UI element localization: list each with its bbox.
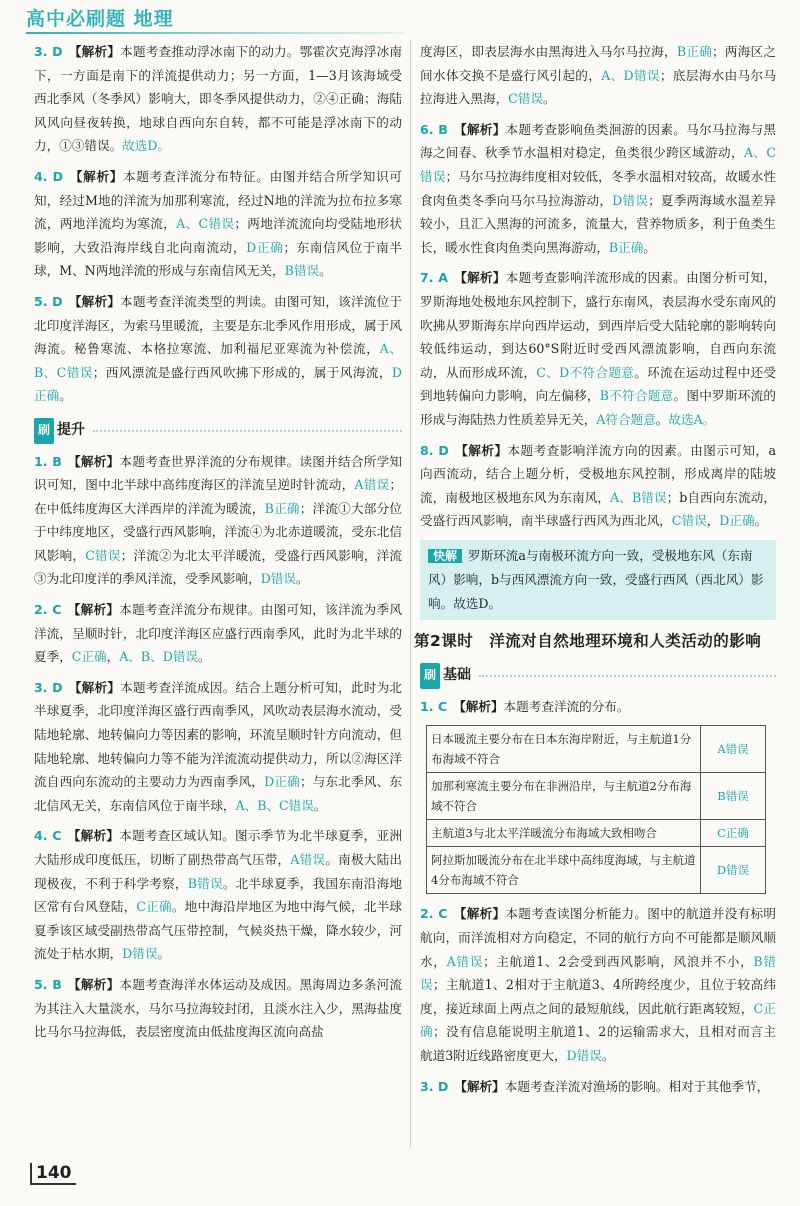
- question-item: [34, 824, 402, 966]
- page-number-text: 140: [36, 1163, 72, 1183]
- analysis-text: 。: [643, 239, 656, 255]
- section-badge: 刷: [34, 418, 54, 444]
- question-number: 8. D: [420, 442, 449, 458]
- question-item: [420, 902, 776, 1067]
- analysis-text: 本题考查影响洋流方向的因素。由图示可知，a向西流动，结合上题分析，受极地东风控制，形成离岸的陆坡流，南极地区极地东风为东南风，: [420, 442, 776, 505]
- answer-verdict: B正确: [264, 500, 300, 516]
- question-item: [420, 266, 776, 431]
- table-cell-result: B错误: [701, 773, 766, 820]
- analysis-text: 。地中海沿岸地区为地中海气候，北半球夏季该区域受副热带高气压带控制，气候炎热干燥，降水较少，河流处于枯水期，: [34, 899, 403, 962]
- analysis-label: 【解析】: [453, 698, 504, 714]
- analysis-text: 。: [313, 797, 327, 813]
- answer-verdict: C、D不符合题意: [536, 364, 635, 380]
- section-advanced: [34, 418, 402, 444]
- table-cell-text: 主航道3与北太平洋暖流分布海域大致相吻合: [427, 820, 701, 847]
- column-divider: [410, 40, 411, 1148]
- analysis-text: ；马尔马拉海纬度相对较低，冬季水温相对较高，故暖水性食肉鱼类冬季向马尔马拉海游动，: [420, 168, 776, 208]
- answer-verdict: 故选D。: [122, 138, 171, 154]
- answer-verdict: C正确: [136, 899, 172, 915]
- question-item: [420, 1075, 776, 1099]
- table-cell-text: 阿拉斯加暖流分布在北半球中高纬度海域，与主航道4分布海域不符合: [427, 847, 701, 894]
- analysis-text: 。: [601, 1048, 615, 1063]
- analysis-label: 【解析】: [68, 679, 121, 695]
- analysis-text: 。: [542, 91, 556, 107]
- analysis-text: 本题考查推动浮冰南下的动力。鄂霍次克海浮冰南下，一方面是南下的洋流提供动力；另一方面，1—3月该海域受西北季风（冬季风）影响大，即冬季风提供动力，②④正确；海陆风风向昼夜转换，地球自西向东自转，都不可能是浮冰南下的动力，①③错误。: [34, 44, 403, 154]
- answer-verdict: C正确: [420, 1000, 776, 1040]
- answer-verdict: C正确: [71, 649, 107, 665]
- question-number: 4. C: [34, 828, 62, 844]
- analysis-text: ，: [106, 649, 120, 665]
- analysis-text: ；b自西向东流动，受盛行西风影响，南半球盛行西风为西北风，: [420, 489, 777, 529]
- answer-verdict: C错误: [85, 547, 121, 563]
- question-item: [34, 40, 402, 158]
- answer-verdict: A错误: [446, 953, 484, 969]
- answer-verdict: D错误: [260, 571, 296, 587]
- section-title: 提升: [57, 421, 86, 438]
- answer-verdict: D正确: [246, 239, 284, 255]
- left-advanced-items: [34, 450, 402, 1044]
- table-row: [427, 820, 766, 847]
- analysis-text: ；底层海水由马尔马拉海进入黑海，: [420, 67, 777, 107]
- table-cell-result: D错误: [701, 847, 766, 894]
- answer-verdict: D错误: [612, 192, 649, 208]
- analysis-text: ；在中低纬度海区大洋西岸的洋流为暖流，: [34, 477, 403, 516]
- answer-verdict: 故选A。: [668, 411, 716, 427]
- analysis-label: 【解析】: [454, 442, 508, 458]
- answer-verdict: B错误: [420, 953, 776, 993]
- analysis-text: 本题考查洋流分布规律。由图可知，该洋流为季风洋流，呈顺时针，北印度洋海区应盛行西南季风，此时为北半球的夏季，: [34, 602, 403, 665]
- analysis-text: ；主航道1、2相对于主航道3、4所跨经度少，且位于较高纬度，接近球面上两点之间的最短航线，因此航行距离较短，: [420, 977, 776, 1016]
- question-number: 6. B: [420, 121, 448, 137]
- answer-verdict: B正确: [676, 44, 713, 59]
- answer-verdict: B正确: [608, 239, 644, 255]
- analysis-text: ；与东北季风、东北信风无关，东南信风位于南半球，: [34, 774, 403, 813]
- question-number: 2. C: [420, 906, 448, 922]
- continuation-paragraph: [420, 40, 776, 111]
- question-number: 5. D: [34, 293, 63, 309]
- analysis-text: 本题考查影响鱼类洄游的因素。马尔马拉海与黑海之间春、秋季节水温相对稳定，鱼类很少跨区域游动，: [420, 121, 777, 161]
- answer-verdict: A、B、C错误: [235, 797, 314, 813]
- question-item: [420, 695, 776, 719]
- section-badge: 刷: [420, 663, 440, 689]
- answer-verdict: A、B、C错误: [34, 341, 402, 380]
- analysis-text: ；夏季两海域水温差异较小，且汇入黑海的河流多，流量大，营养物质多，利于鱼类生长，暖水性食肉鱼类向黑海游动，: [420, 192, 777, 255]
- analysis-text: 。南极大陆出现极夜，不利于科学考察，: [34, 852, 403, 891]
- analysis-text: 本题考查海洋水体运动及成因。黑海周边多条河流为其注入大量淡水，马尔马拉海较封闭，且淡水注入少，黑海盐度比马尔马拉海低，表层密度流由低盐度海区流向高盐: [34, 976, 403, 1040]
- right-items: [420, 118, 776, 533]
- answer-verdict: A错误: [290, 852, 326, 867]
- answer-verdict: C错误: [671, 513, 707, 529]
- question-item: [34, 165, 402, 283]
- answer-verdict: A、B错误: [610, 489, 667, 505]
- analysis-text: 本题考查世界洋流的分布规律。读图并结合所学知识可知，图中北半球中高纬度海区的洋流呈逆时针流动，: [34, 453, 403, 493]
- question-number: 2. C: [34, 602, 62, 618]
- right-column: [414, 40, 777, 1105]
- left-column: [34, 40, 402, 1051]
- analysis-label: 【解析】: [453, 121, 506, 137]
- analysis-text: 。北半球夏季，我国东南沿海地区常有台风登陆，: [34, 875, 403, 915]
- quick-solution-box: [420, 540, 776, 620]
- left-basic-items: [34, 40, 402, 408]
- lesson-title: 第2课时 洋流对自然地理环境和人类活动的影响: [414, 631, 762, 650]
- answer-verdict: D错误: [566, 1048, 602, 1063]
- analysis-text: 本题考查洋流成因。结合上题分析可知，此时为北半球夏季，北印度洋海区盛行西南季风，风吹动表层海水流动，受陆地轮廓、地转偏向力等因素的影响，环流呈顺时针方向流动，但陆地轮廓、地转偏向力等不能为洋流流动提供动力，所以②海区洋流自西向东流动的主要动力为西南季风，: [34, 679, 403, 790]
- question-item: [34, 450, 402, 592]
- answer-verdict: B错误: [187, 875, 223, 891]
- question-number: 3. D: [420, 1078, 449, 1094]
- analysis-text: 本题考查影响洋流形成的因素。由图分析可知，罗斯海地处极地东风控制下，盛行东南风，表层海水受东南风的吹拂从罗斯海东岸向西岸运动，到西岸后受大陆轮廓的影响转向较低纬运动，到达60°S附近时受西风漂流影响，自西向东流动，从而形成环流，: [420, 270, 776, 380]
- analysis-text: ；主航道1、2会受到西风影响，风浪并不小，: [483, 953, 754, 969]
- analysis-text: ，: [706, 513, 720, 529]
- question-number: 1. B: [34, 453, 62, 469]
- analysis-label: 【解析】: [67, 602, 120, 618]
- section-basic: [420, 663, 776, 689]
- analysis-text: 。: [198, 649, 211, 665]
- analysis-text: 。: [295, 571, 309, 587]
- analysis-label: 【解析】: [68, 293, 121, 309]
- answer-verdict: B不符合题意: [599, 388, 674, 404]
- question-item: [420, 439, 776, 533]
- analysis-text: 本题考查洋流类型的判读。由图可知，该洋流位于北印度洋海区，为索马里暖流，主要是东北季风作用形成，属于风海流。秘鲁寒流、本格拉寒流、加利福尼亚寒流为补偿流，: [34, 293, 403, 357]
- answer-verdict: A、D错误: [601, 67, 660, 83]
- analysis-text: 本题考查洋流的分布。: [503, 698, 630, 714]
- analysis-label: 【解析】: [67, 828, 120, 844]
- section-dotted-line: [479, 675, 776, 677]
- table-row: [427, 773, 766, 820]
- question-item: [34, 973, 402, 1044]
- table-cell-result: C正确: [701, 820, 766, 847]
- answer-verdict: D正确: [719, 513, 755, 529]
- answer-verdict: C错误: [508, 91, 543, 107]
- question-item: [34, 598, 402, 669]
- analysis-text: 。: [157, 946, 171, 962]
- table-cell-result: A错误: [701, 726, 766, 773]
- page-number: [30, 1163, 76, 1185]
- answer-verdict: A错误: [354, 477, 390, 493]
- analysis-label: 【解析】: [67, 976, 120, 992]
- section-title: 基础: [443, 667, 472, 684]
- answer-table: [426, 725, 766, 894]
- question-number: 3. D: [34, 44, 63, 59]
- question-number: 4. D: [34, 168, 64, 184]
- analysis-label: 【解析】: [453, 906, 506, 922]
- table-cell-text: 加那利寒流主要分布在非洲沿岸，与主航道2分布海域不符合: [427, 773, 701, 820]
- analysis-text: ；洋流②为北太平洋暖流，受盛行西风影响，洋流③为北印度洋的季风洋流，受季风影响，: [34, 547, 403, 587]
- quick-solution-text: 罗斯环流a与南极环流方向一致，受极地东风（东南风）影响，b与西风漂流方向一致，受盛行西风（西北风）影响。故选D。: [428, 547, 764, 612]
- question-item: [34, 676, 402, 818]
- answer-verdict: D正确: [34, 364, 403, 404]
- analysis-text: 度海区，即表层海水由黑海进入马尔马拉海，: [420, 44, 677, 59]
- question-item: [34, 290, 402, 408]
- analysis-text: ；两海区之间水体交换不是盛行风引起的，: [420, 44, 776, 83]
- quick-solution-tag: 快解: [428, 549, 462, 563]
- running-header: 高中必刷题 地理: [26, 8, 174, 30]
- answer-verdict: A、C错误: [176, 216, 235, 232]
- header-rule: [26, 32, 406, 34]
- table-row: [427, 847, 766, 894]
- analysis-label: 【解析】: [67, 453, 120, 469]
- analysis-text: 本题考查区域认知。图示季节为北半球夏季，亚洲大陆形成印度低压，切断了副热带高气压带，: [34, 828, 403, 867]
- analysis-text: 本题考查读图分析能力。图中的航道并没有标明航向，而洋流相对方向稳定，不同的航行方向不可能都是顺风顺水，: [420, 906, 777, 969]
- analysis-label: 【解析】: [454, 1078, 505, 1094]
- analysis-text: 本题考查洋流对渔场的影响。相对于其他季节，: [504, 1078, 770, 1094]
- analysis-text: 。: [754, 513, 768, 529]
- answer-verdict: B错误: [284, 263, 320, 279]
- question-number: 5. B: [34, 976, 62, 992]
- question-item: [420, 118, 776, 260]
- right-after-items: [420, 902, 776, 1098]
- analysis-label: 【解析】: [68, 44, 121, 59]
- analysis-text: 。环流在运动过程中还受到地转偏向力影响，向左偏移，: [420, 364, 777, 404]
- question-number: 3. D: [34, 679, 63, 695]
- analysis-text: 。: [59, 388, 72, 404]
- analysis-text: 。图中罗斯环流的形成与海陆热力性质差异无关，: [420, 388, 777, 427]
- analysis-text: 。: [655, 411, 669, 427]
- analysis-text: ；洋流①大部分位于中纬度地区，受盛行西风影响，洋流④为北赤道暖流，受东北信风影响，: [34, 500, 403, 563]
- answer-verdict: D错误: [122, 946, 158, 962]
- question-number: 7. A: [420, 270, 448, 286]
- analysis-text: 。: [319, 263, 332, 279]
- analysis-label: 【解析】: [453, 270, 506, 286]
- answer-verdict: A、C错误: [420, 145, 777, 184]
- question-number: 1. C: [420, 698, 448, 714]
- answer-verdict: D正确: [264, 774, 300, 790]
- analysis-label: 【解析】: [69, 168, 124, 184]
- answer-verdict: A、B、D错误: [119, 649, 199, 665]
- answer-verdict: A符合题意: [596, 411, 656, 427]
- analysis-text: ；两地洋流流向均受陆地形状影响，大致沿海岸线自北向南流动，: [34, 216, 403, 255]
- analysis-text: 本题考查洋流分布特征。由图并结合所学知识可知，经过M地的洋流为加那利寒流，经过N地的洋流为拉布拉多寒流，两地洋流均为寒流，: [34, 168, 402, 232]
- table-row: [427, 726, 766, 773]
- table-cell-text: 日本暖流主要分布在日本东海岸附近，与主航道1分布海域不符合: [427, 726, 701, 773]
- analysis-text: ；东南信风位于南半球，M、N两地洋流的形成与东南信风无关，: [34, 239, 403, 279]
- analysis-text: ；西风漂流是盛行西风吹拂下形成的，属于风海流，: [92, 364, 392, 380]
- analysis-text: ；没有信息能说明主航道1、2的运输需求大，且相对而言主航道3附近线路密度更大，: [420, 1024, 776, 1063]
- section-dotted-line: [93, 430, 402, 432]
